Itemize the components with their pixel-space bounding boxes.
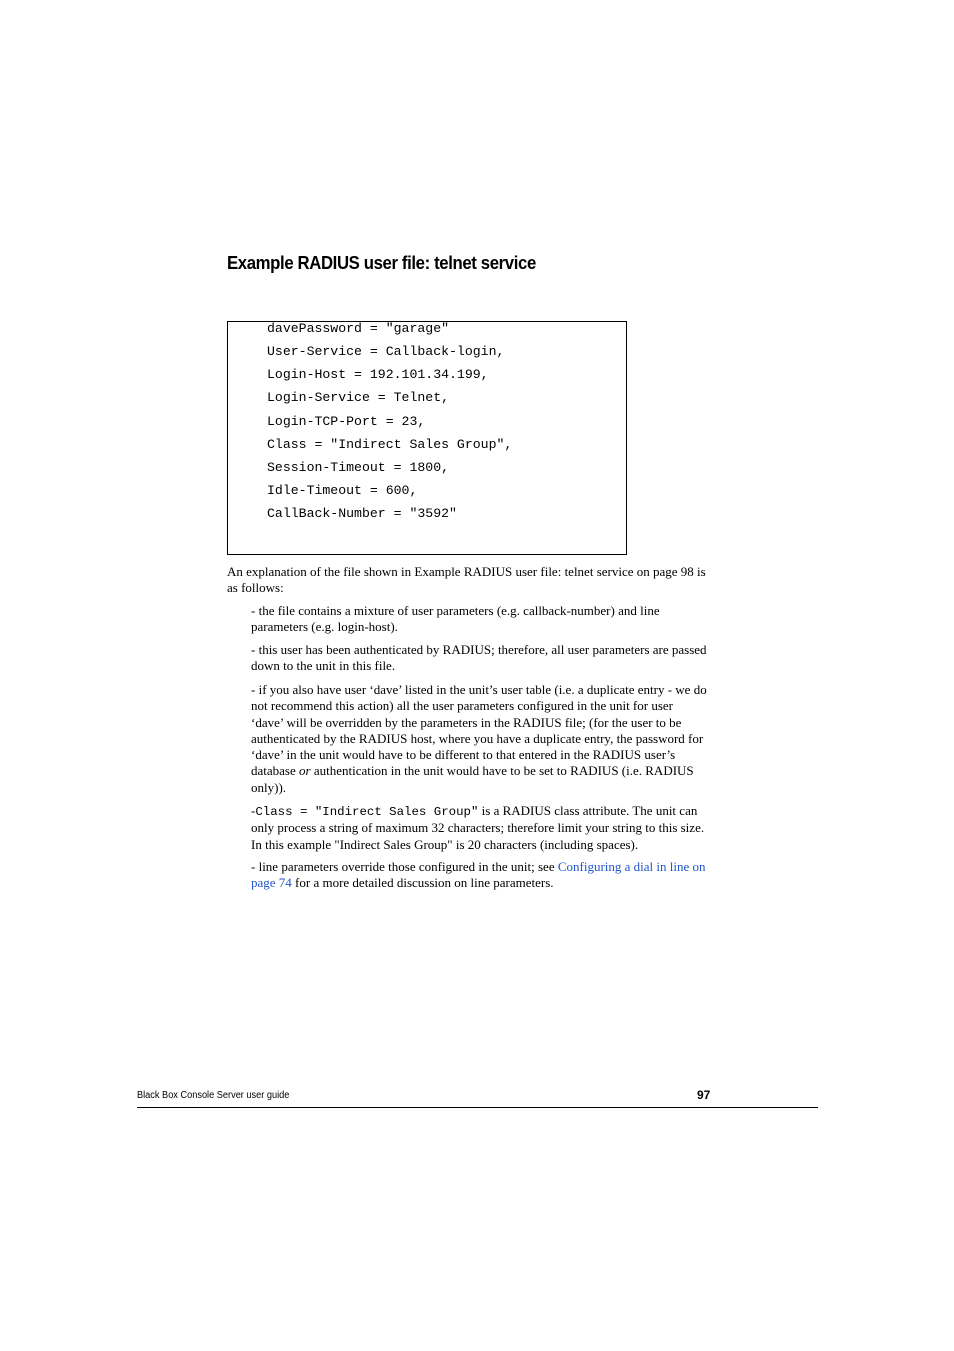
bullet-text: - line parameters override those configured in the unit; see [251,859,558,874]
section-heading: Example RADIUS user file: telnet service [227,253,536,273]
footer-divider [137,1107,818,1108]
code-line: User-Service = Callback-login, [267,344,505,359]
page-number: 97 [697,1088,711,1102]
bullet-text: - if you also have user ‘dave’ listed in the unit’s user table (i.e. a duplicate entry - we do not recommend this action) all the user parameters configured in the unit for user ‘dave’ will be overridden by the parameters in the RADIUS file; (for the user to be authenticated by the RADIUS host, where you have a duplicate entry, the password for ‘dave’ in the unit would have to be different to that entered in the RADIUS user’s database [251,682,707,779]
code-line: CallBack-Number = "3592" [267,506,457,521]
inline-code: Class = "Indirect Sales Group" [255,805,479,819]
cross-reference-link[interactable]: Configuring a dial in line on page 74 [251,859,706,891]
bullet-authenticated-by-radius: - this user has been authenticated by RADIUS; therefore, all user parameters are passed down to the unit in this file. [251,642,707,674]
code-line: Class = "Indirect Sales Group", [267,437,513,452]
bullet-text: for a more detailed discussion on line parameters. [291,875,554,891]
bullet-mixture-of-parameters: - the file contains a mixture of user parameters (e.g. callback-number) and line parameters (e.g. login-host). [251,603,660,635]
intro-paragraph: An explanation of the file shown in Example RADIUS user file: telnet service on page 98 is as follows: [227,564,706,596]
bullet-duplicate-user [251,682,707,796]
bullet-line-parameters [251,859,707,892]
bullet-dash: - [251,803,256,818]
footer-document-title: Black Box Console Server user guide [137,1090,290,1101]
bullet-text: authentication in the unit would have to be set to RADIUS (i.e. RADIUS only)). [251,763,694,795]
code-listing-box [227,321,627,555]
code-line: davePassword = "garage" [267,321,450,336]
code-line: Login-Service = Telnet, [267,390,450,405]
bullet-class-attribute [251,803,707,853]
code-line: Session-Timeout = 1800, [267,460,450,475]
bullet-text: is a RADIUS class attribute. The unit can only process a string of maximum 32 characters; therefore limit your string to this size. In this example "Indirect Sales Group" is 20 characters (including spaces). [251,803,705,852]
code-line: Login-Host = 192.101.34.199, [267,367,489,382]
code-line: Idle-Timeout = 600, [267,483,418,498]
bullet-emphasis: or [299,763,311,779]
code-line: Login-TCP-Port = 23, [267,414,426,429]
